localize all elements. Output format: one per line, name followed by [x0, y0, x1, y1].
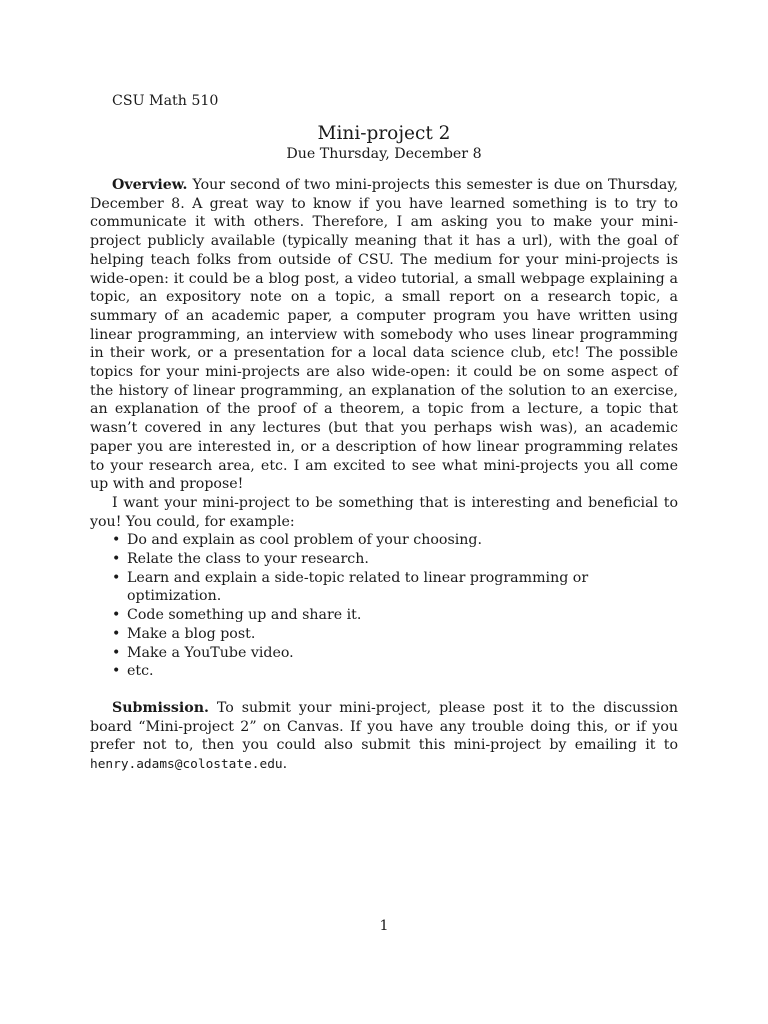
- list-item: [112, 550, 678, 569]
- submission-paragraph: [90, 699, 678, 775]
- bullet-icon: •: [112, 625, 121, 642]
- list-item: [112, 569, 678, 606]
- submission-end: .: [282, 756, 288, 773]
- bullet-icon: •: [112, 607, 121, 624]
- list-item: [112, 662, 678, 681]
- bullet-icon: •: [112, 663, 121, 680]
- course-name: CSU Math 510: [112, 93, 219, 109]
- overview-text: Your second of two mini-projects this semester is due on Thursday, December 8. A great way to know if you have learned something is to try to communicate it with others. Therefore, I am asking you to make your mini-project publicly available (typically meaning that it has a url), with the goal of helping teach folks from outside of CSU. The medium for your mini-projects is wide-open: it could be a blog post, a video tutorial, a small webpage explaining a topic, an expository note on a topic, a small report on a research topic, a summary of an academic paper, a computer program you have written using linear programming, an interview with somebody who uses linear programming in their work, or a presentation for a local data science club, etc! The possible topics for your mini-projects are also wide-open: it could be on some aspect of the history of linear programming, an explanation of the solution to an exercise, an explanation of the proof of a theorem, a topic from a lecture, a topic that wasn’t covered in any lectures (but that you perhaps wish was), an academic paper you are interested in, or a description of how linear programming relates to your research area, etc. I am excited to see what mini-projects you all come up with and propose!: [90, 177, 678, 493]
- page-number: 1: [379, 918, 389, 934]
- list-item: [112, 625, 678, 644]
- list-item: [112, 606, 678, 625]
- examples-list: [90, 531, 678, 681]
- list-item-text: Learn and explain a side-topic related to linear programming or optimization.: [127, 569, 589, 605]
- overview-heading: Overview.: [112, 177, 188, 193]
- bullet-icon: •: [112, 644, 121, 661]
- document-body: [90, 176, 678, 775]
- list-item-text: Make a blog post.: [127, 625, 256, 642]
- due-date: Due Thursday, December 8: [286, 146, 482, 162]
- list-item-text: Code something up and share it.: [127, 607, 362, 624]
- list-item-text: Do and explain as cool problem of your choosing.: [127, 532, 482, 549]
- overview-paragraph: [90, 176, 678, 494]
- list-item-text: etc.: [127, 663, 154, 680]
- submission-heading: Submission.: [112, 699, 209, 716]
- list-item-text: Relate the class to your research.: [127, 551, 369, 568]
- list-item-text: Make a YouTube video.: [127, 644, 294, 661]
- submission-text: To submit your mini-project, please post it to the discussion board “Mini-project 2” on Canvas. If you have any trouble doing this, or if you prefer not to, then you could also submit this mini-project by emailing it to: [90, 699, 678, 754]
- document-title: Mini-project 2: [317, 123, 451, 144]
- list-item: [112, 644, 678, 663]
- bullet-icon: •: [112, 532, 121, 549]
- bullet-icon: •: [112, 569, 121, 586]
- bullet-icon: •: [112, 551, 121, 568]
- paragraph-spacer: [90, 681, 678, 699]
- email-address: henry.adams@colostate.edu: [90, 757, 283, 773]
- list-item: [112, 531, 678, 550]
- interest-paragraph: I want your mini-project to be something that is interesting and beneficial to you! You could, for example:: [90, 494, 678, 530]
